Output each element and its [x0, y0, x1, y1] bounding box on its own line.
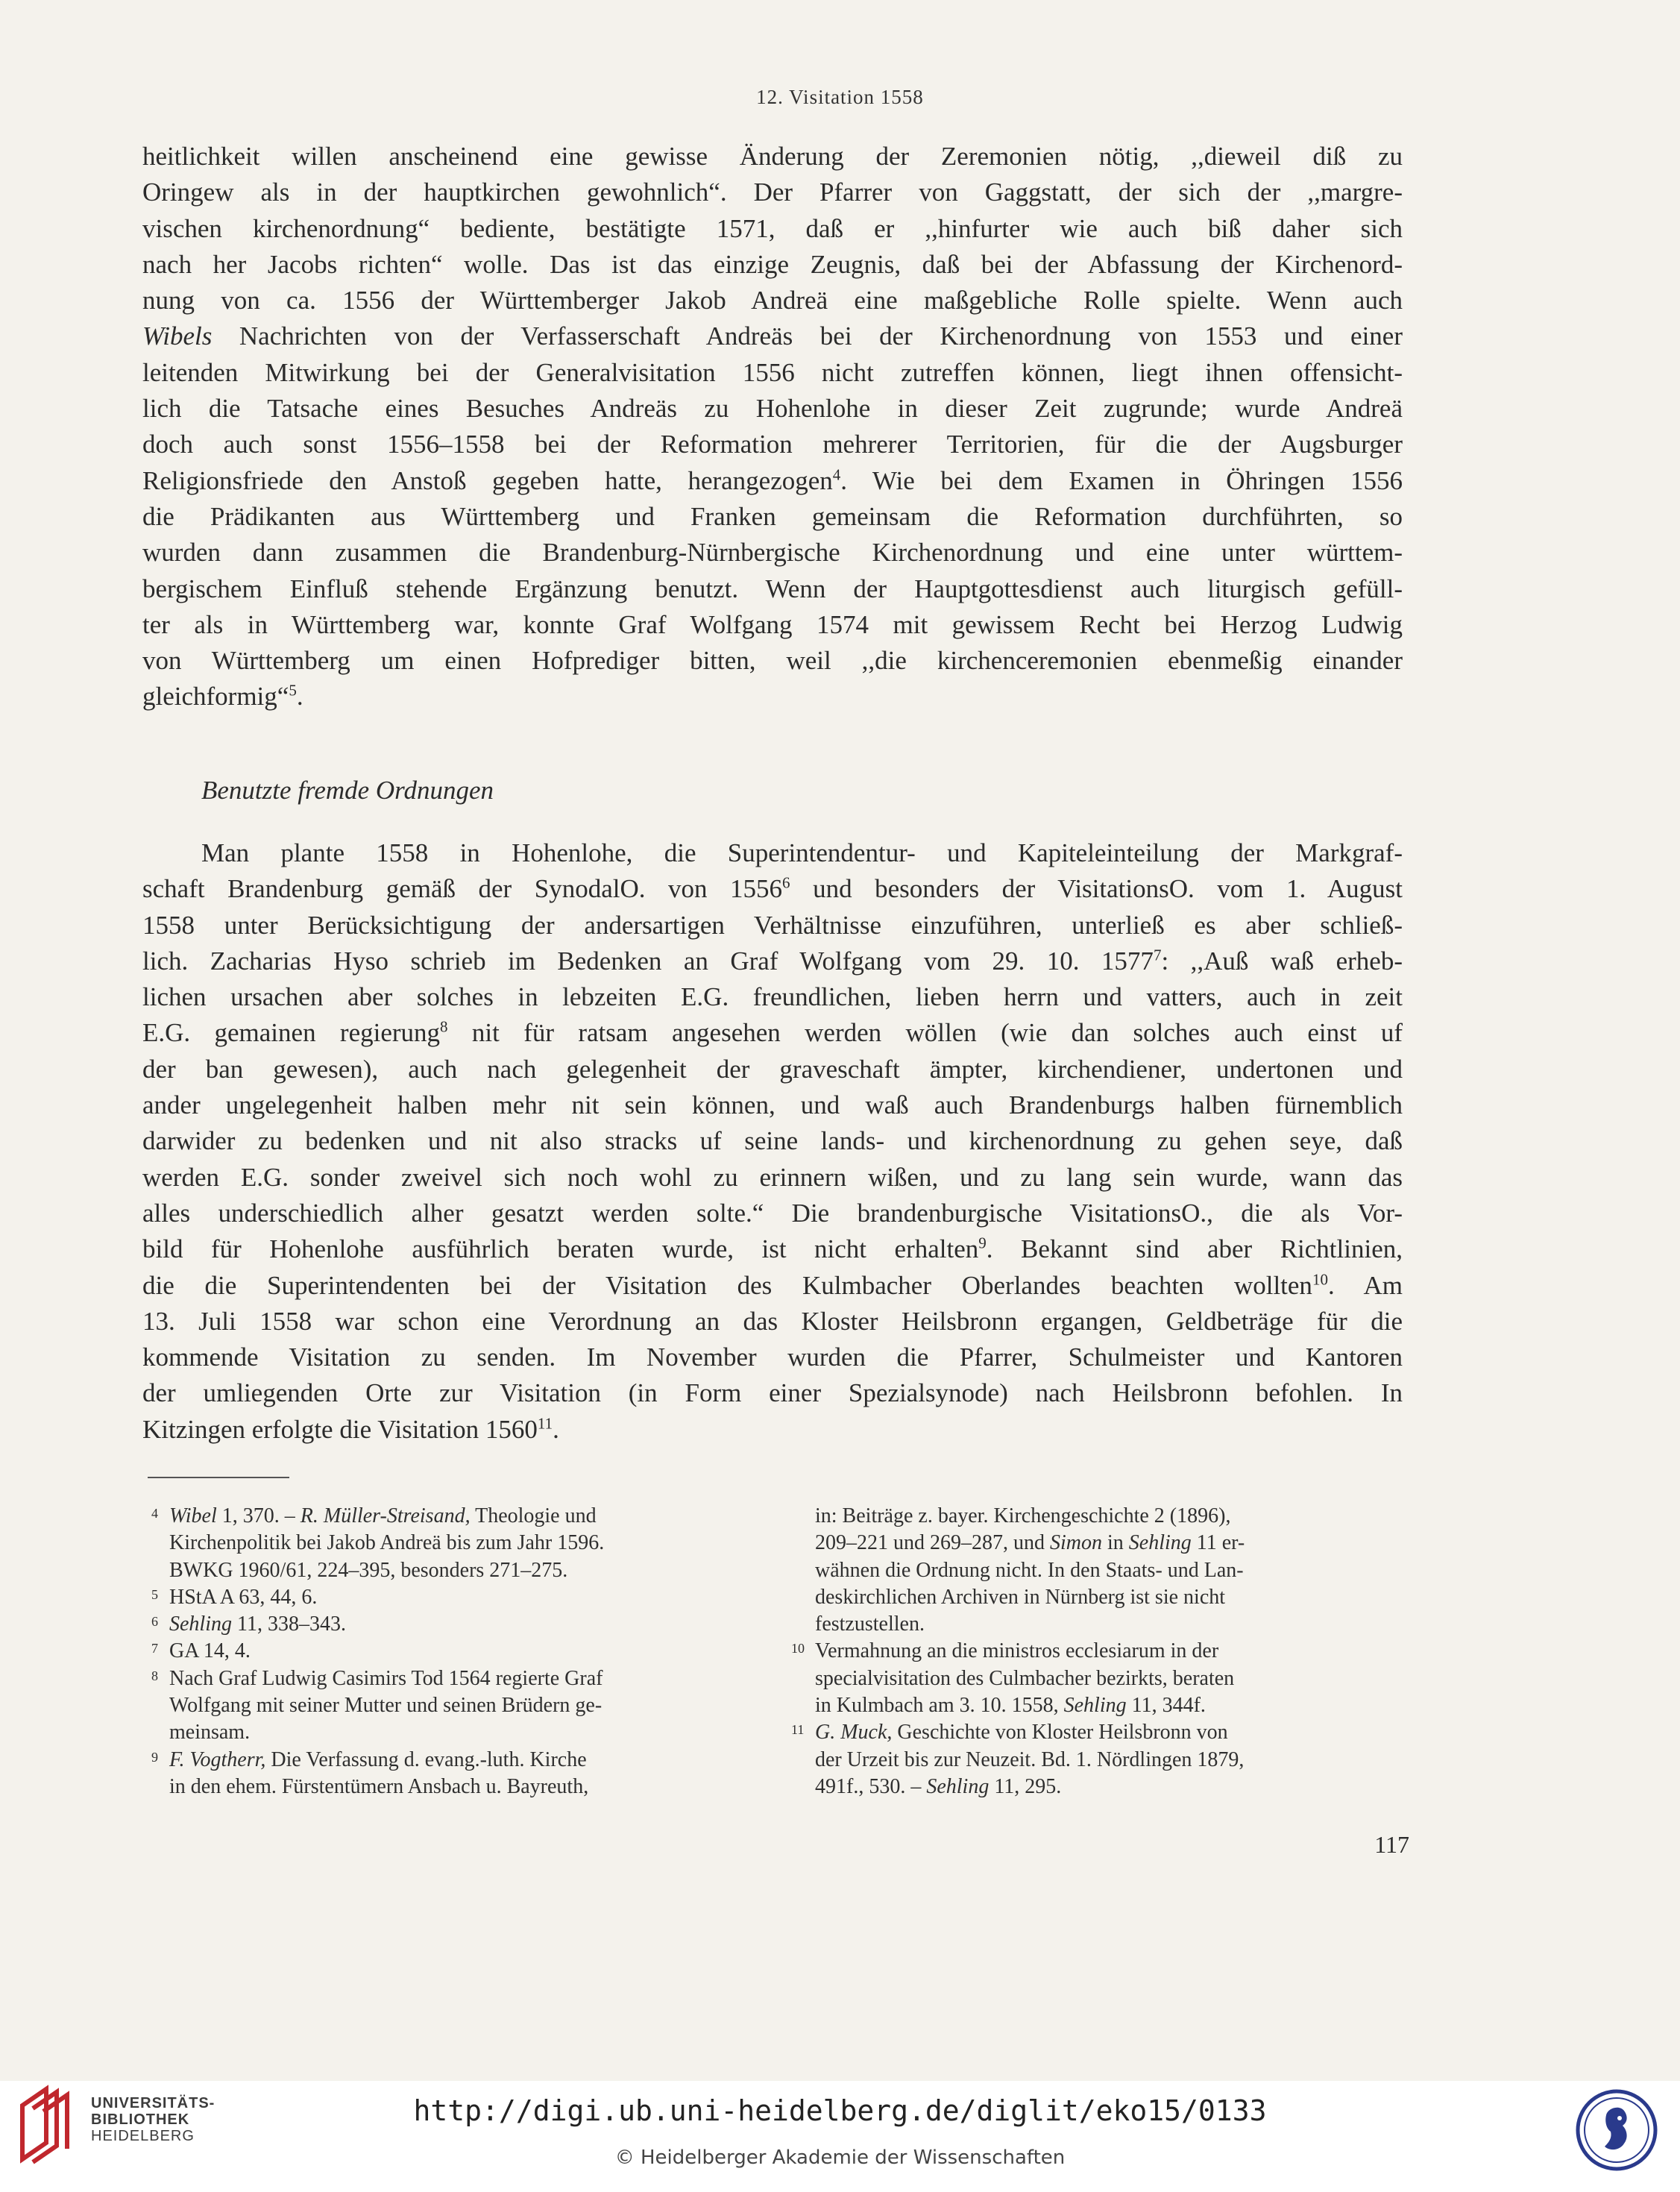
footnote — [153, 1665, 761, 1747]
text-line: nung von ca. 1556 der Württemberger Jakob Andreä eine maßgebliche Rolle spielte. Wenn auch — [142, 286, 1403, 315]
text-line: bergischem Einfluß stehende Ergänzung benutzt. Wenn der Hauptgottesdienst auch liturgisch gefüll- — [142, 574, 1403, 603]
text-line: schaft Brandenburg gemäß der SynodalO. von 1556$^6$ und besonders der VisitationsO. vom 1. August — [142, 873, 1403, 904]
library-name-line-2: BIBLIOTHEK — [91, 2111, 190, 2128]
footnote-line: F. Vogtherr, Die Verfassung d. evang.-luth. Kirche — [169, 1747, 587, 1771]
footnote-line: meinsam. — [169, 1721, 251, 1745]
text-line: gleichformig“$^5$. — [142, 681, 303, 712]
footnote-line: Wibel 1, 370. – R. Müller-Streisand, Theologie und — [169, 1504, 597, 1527]
footnote — [793, 1638, 1408, 1719]
footnote-line: deskirchlichen Archiven in Nürnberg ist sie nicht — [815, 1585, 1226, 1609]
text-line: lich. Zacharias Hyso schrieb im Bedenken an Graf Wolfgang vom 29. 10. 1577$^7$: ,,Auß waß erheb- — [142, 946, 1403, 976]
footnote-marker: 11 — [537, 1414, 553, 1433]
page-number: 117 — [1374, 1831, 1409, 1858]
text-line: lichen ursachen aber solches in lebzeiten E.G. freundlichen, lieben herrn und vatters, auch in zeit — [142, 982, 1403, 1012]
text-line: doch auch sonst 1556–1558 bei der Reformation mehrerer Territorien, für die der Augsburger — [142, 430, 1403, 459]
footnotes-right-column — [793, 1503, 1408, 1800]
text-line: 13. Juli 1558 war schon eine Verordnung an das Kloster Heilsbronn ergangen, Geldbeträge für die — [142, 1306, 1403, 1336]
text-line: der umliegenden Orte zur Visitation (in Form einer Spezialsynode) nach Heilsbronn befohlen. In — [142, 1378, 1403, 1408]
footnote-line: der Urzeit bis zur Neuzeit. Bd. 1. Nördlingen 1879, — [815, 1747, 1245, 1771]
footnotes-left-column — [153, 1503, 761, 1800]
text-line: heitlichkeit willen anscheinend eine gewisse Änderung der Zeremonien nötig, ,,dieweil diß zu — [142, 142, 1403, 171]
footnote-marker: 4 — [832, 465, 841, 484]
text-line: ander ungelegenheit halben mehr nit sein können, und waß auch Brandenburgs halben fürnemblich — [142, 1090, 1403, 1120]
text-line: leitenden Mitwirkung bei der Generalvisitation 1556 nicht zutreffen können, liegt ihnen offensicht- — [142, 357, 1403, 387]
footnote-line: BWKG 1960/61, 224–395, besonders 271–275. — [169, 1558, 568, 1582]
footnote-number: 11 — [791, 1722, 805, 1738]
footnote — [153, 1638, 761, 1665]
footnote-marker: 10 — [1312, 1269, 1328, 1288]
footnote-line: G. Muck, Geschichte von Kloster Heilsbronn von — [815, 1721, 1228, 1745]
footnote-line: wähnen die Ordnung nicht. In den Staats- und Lan- — [815, 1558, 1244, 1582]
text-line: Religionsfriede den Anstoß gegeben hatte, herangezogen$^4$. Wie bei dem Examen in Öhringen 1556 — [142, 465, 1403, 495]
footnote-line: Wolfgang mit seiner Mutter und seinen Brüdern ge- — [169, 1694, 603, 1718]
text-line: wurden dann zusammen die Brandenburg-Nürnbergische Kirchenordnung und eine unter württem- — [142, 538, 1403, 568]
academy-seal-icon[interactable] — [1575, 2088, 1658, 2172]
footnote-line: festzustellen. — [815, 1612, 925, 1636]
footnote — [153, 1584, 761, 1611]
copyright-notice: © Heidelberger Akademie der Wissenschaften — [614, 2147, 1066, 2169]
footnote-number: 5 — [151, 1586, 158, 1602]
text-line: Oringew als in der hauptkirchen gewohnlich“. Der Pfarrer von Gaggstatt, der sich der ,,margre- — [142, 178, 1403, 207]
text-line: E.G. gemainen regierung$^8$ nit für ratsam angesehen werden wöllen (wie dan solches auch einst uf — [142, 1017, 1403, 1048]
text-line: werden E.G. sonder zweivel sich noch wohl zu erinnern wißen, und zu lang sein wurde, wann das — [142, 1162, 1403, 1192]
text-line: ter als in Württemberg war, konnte Graf Wolfgang 1574 mit gewissem Recht bei Herzog Ludwig — [142, 609, 1403, 639]
text-line: lich die Tatsache eines Besuches Andreäs zu Hohenlohe in dieser Zeit zugrunde; wurde Andreä — [142, 394, 1403, 424]
footnote-number: 9 — [151, 1749, 158, 1765]
footnote-line: GA 14, 4. — [169, 1639, 251, 1663]
text-line: Man plante 1558 in Hohenlohe, die Superintendentur- und Kapiteleinteilung der Markgraf- — [201, 838, 1403, 867]
text-line: darwider zu bedenken und nit also stracks uf seine lands- und kirchenordnung zu gehen seye, daß — [142, 1126, 1403, 1156]
footnote-line: in den ehem. Fürstentümern Ansbach u. Bayreuth, — [169, 1774, 589, 1798]
footnote-marker: 6 — [782, 873, 790, 892]
paragraph-2 — [142, 835, 1403, 1448]
text-line: die Prädikanten aus Württemberg und Franken gemeinsam die Reformation durchführten, so — [142, 501, 1403, 531]
footnote-rule — [148, 1477, 289, 1478]
footnote-line: Vermahnung an die ministros ecclesiarum in der — [815, 1639, 1219, 1663]
permalink-url[interactable]: http://digi.ub.uni-heidelberg.de/diglit/eko15/0133 — [413, 2094, 1267, 2127]
paragraph-1 — [142, 139, 1403, 715]
footnote-marker: 5 — [289, 681, 297, 700]
footnote-line: Kirchenpolitik bei Jakob Andreä bis zum Jahr 1596. — [169, 1531, 605, 1555]
footnote-line: specialvisitation des Culmbacher bezirkts, beraten — [815, 1666, 1235, 1690]
footnote — [153, 1747, 761, 1801]
footnote-line: 209–221 und 269–287, und Simon in Sehling 11 er- — [815, 1531, 1245, 1555]
footnote-number: 10 — [791, 1641, 805, 1656]
text-line: Kitzingen erfolgte die Visitation 1560$^{11}$. — [142, 1414, 559, 1444]
text-line: von Württemberg um einen Hofprediger bitten, weil ,,die kirchenceremonien ebenmeßig einander — [142, 646, 1403, 676]
text-line: vischen kirchenordnung“ bediente, bestätigte 1571, daß er ,,hinfurter wie auch biß daher sich — [142, 213, 1403, 243]
footnote-line: Sehling 11, 338–343. — [169, 1612, 346, 1636]
footnote-number: 4 — [151, 1506, 158, 1521]
section-heading: Benutzte fremde Ordnungen — [201, 776, 494, 805]
text-line: 1558 unter Berücksichtigung der andersartigen Verhältnisse einzuführen, unterließ es aber schließ- — [142, 910, 1403, 940]
text-line: Wibels Nachrichten von der Verfasserschaft Andreäs bei der Kirchenordnung von 1553 und einer — [142, 321, 1403, 351]
footnote — [153, 1611, 761, 1638]
footnote-line: Nach Graf Ludwig Casimirs Tod 1564 regierte Graf — [169, 1666, 603, 1690]
footnote-number: 8 — [151, 1668, 158, 1683]
footnote-marker: 8 — [440, 1017, 448, 1036]
text-line: der ban gewesen), auch nach gelegenheit der graveschaft ämpter, kirchendiener, undertonen und — [142, 1054, 1403, 1084]
running-head: 12. Visitation 1558 — [756, 86, 924, 108]
footnote-line: HStA A 63, 44, 6. — [169, 1585, 318, 1609]
footnote-line: 491f., 530. – Sehling 11, 295. — [815, 1774, 1062, 1798]
footnote-line: in Kulmbach am 3. 10. 1558, Sehling 11, 344f. — [815, 1694, 1206, 1718]
text-line: die die Superintendenten bei der Visitation des Kulmbacher Oberlandes beachten wollten$^{10}$. Am — [142, 1269, 1403, 1300]
footnote-marker: 7 — [1153, 946, 1162, 964]
footnote-marker: 9 — [978, 1234, 987, 1252]
text-line: bild für Hohenlohe ausführlich beraten wurde, ist nicht erhalten$^9$. Bekannt sind aber Richtlinien, — [142, 1234, 1403, 1264]
text-line: nach her Jacobs richten“ wolle. Das ist das einzige Zeugnis, daß bei der Abfassung der Kirchenord- — [142, 249, 1403, 279]
footnote — [153, 1503, 761, 1584]
footnote — [793, 1503, 1408, 1638]
footnote-number: 6 — [151, 1614, 158, 1630]
footnote — [793, 1719, 1408, 1800]
footnote-number: 7 — [151, 1641, 158, 1656]
footnote-line: in: Beiträge z. bayer. Kirchengeschichte 2 (1896), — [815, 1504, 1231, 1527]
library-name-line-3: HEIDELBERG — [91, 2128, 195, 2144]
text-line: alles underschiedlich alher gesatzt werden solte.“ Die brandenburgische VisitationsO., die als Vor- — [142, 1198, 1403, 1228]
text-line: kommende Visitation zu senden. Im November wurden die Pfarrer, Schulmeister und Kantoren — [142, 1342, 1403, 1372]
library-name-line-1: UNIVERSITÄTS- — [91, 2095, 215, 2111]
